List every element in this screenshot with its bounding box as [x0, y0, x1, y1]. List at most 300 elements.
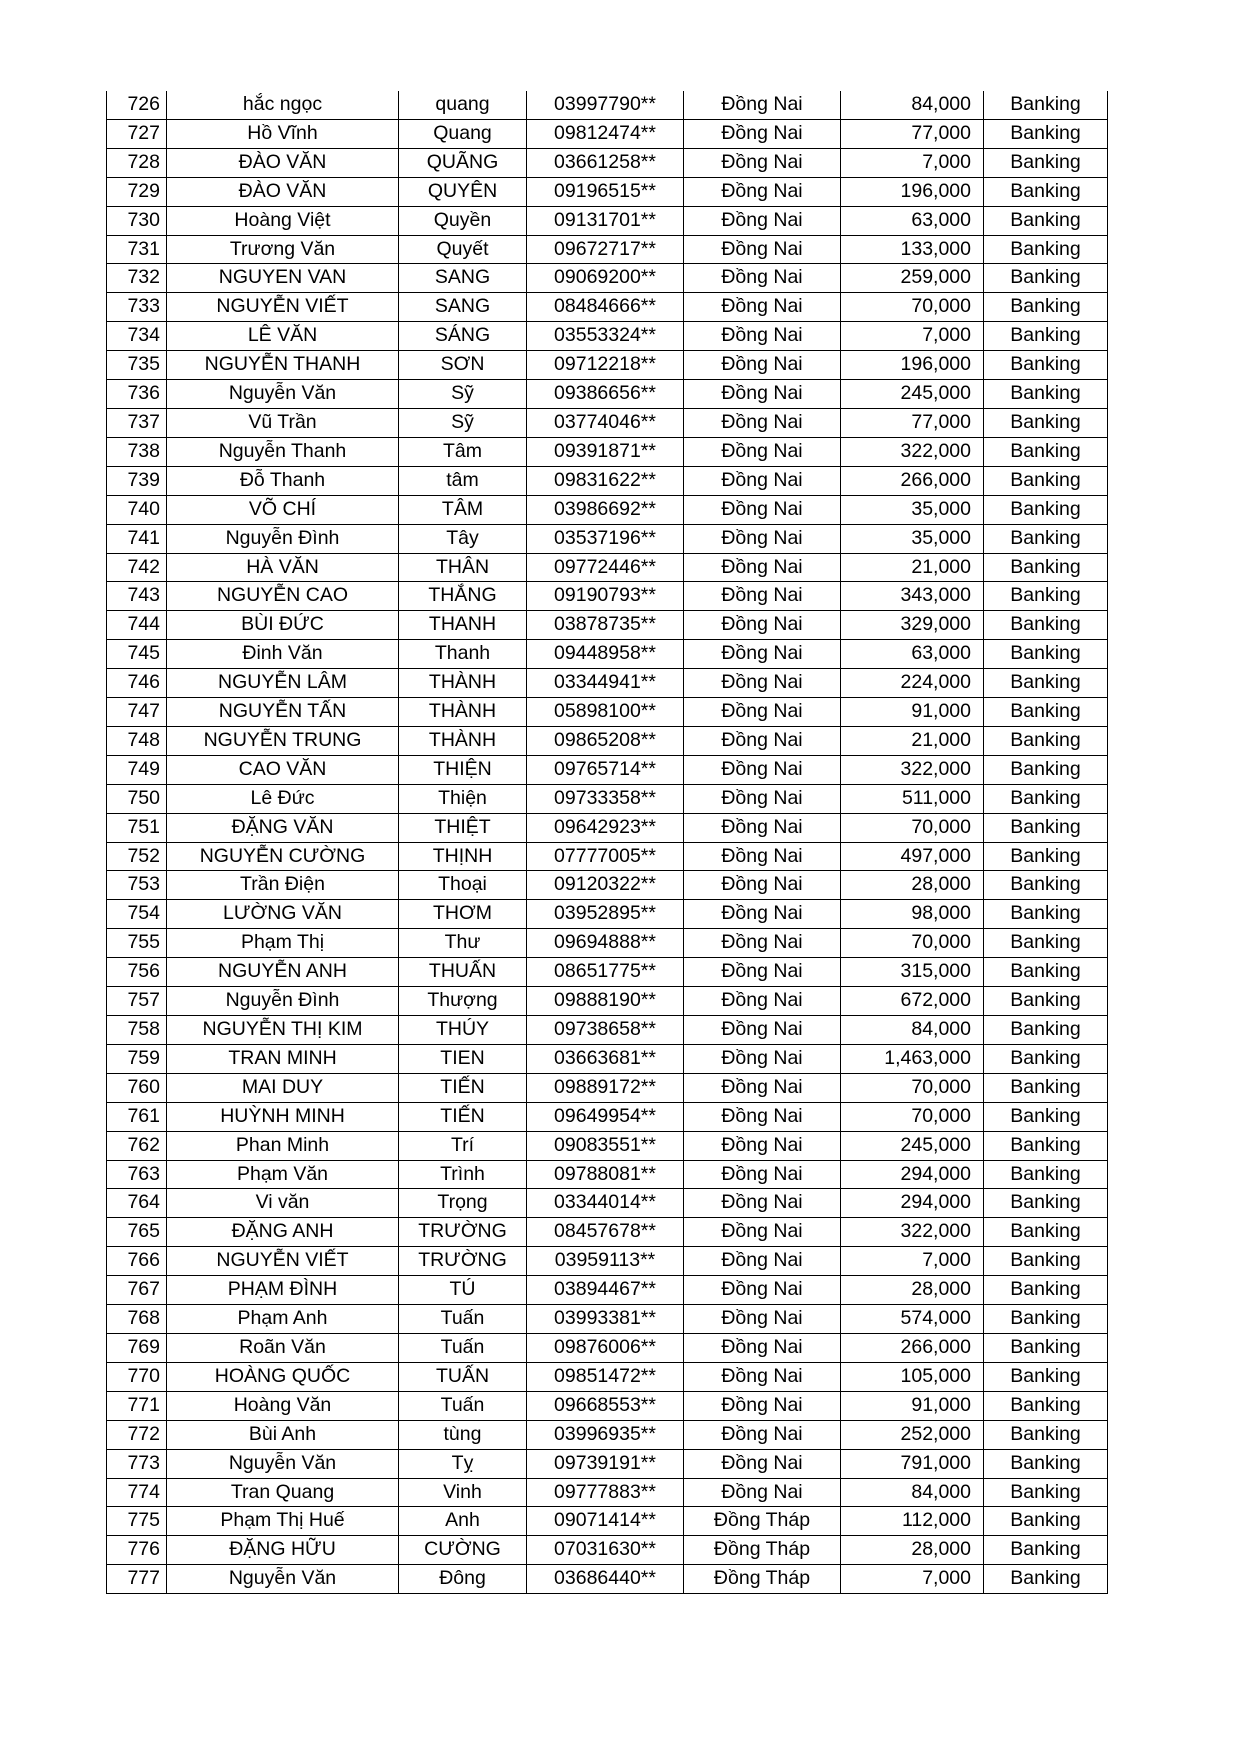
cell-given-name: Thư	[399, 929, 527, 958]
cell-province: Đồng Nai	[684, 669, 841, 698]
cell-given-name: Sỹ	[399, 380, 527, 409]
cell-given-name: Trình	[399, 1160, 527, 1189]
row-number: 745	[107, 640, 167, 669]
row-number: 735	[107, 351, 167, 380]
cell-surname: Phạm Anh	[167, 1305, 399, 1334]
cell-phone: 09083551**	[527, 1131, 684, 1160]
row-number: 747	[107, 698, 167, 727]
cell-province: Đồng Tháp	[684, 1565, 841, 1594]
row-number: 760	[107, 1073, 167, 1102]
row-number: 728	[107, 148, 167, 177]
cell-amount: 70,000	[841, 293, 984, 322]
table-row	[107, 1565, 1108, 1594]
cell-amount: 28,000	[841, 1536, 984, 1565]
table-row	[107, 640, 1108, 669]
row-number: 742	[107, 553, 167, 582]
cell-phone: 09649954**	[527, 1102, 684, 1131]
row-number: 744	[107, 611, 167, 640]
cell-phone: 03959113**	[527, 1247, 684, 1276]
cell-province: Đồng Nai	[684, 524, 841, 553]
cell-amount: 84,000	[841, 91, 984, 119]
cell-amount: 259,000	[841, 264, 984, 293]
cell-method: Banking	[984, 293, 1108, 322]
cell-method: Banking	[984, 380, 1108, 409]
cell-province: Đồng Nai	[684, 1073, 841, 1102]
cell-amount: 329,000	[841, 611, 984, 640]
cell-surname: Hoàng Việt	[167, 206, 399, 235]
cell-given-name: THƠM	[399, 900, 527, 929]
cell-phone: 07777005**	[527, 842, 684, 871]
table-row	[107, 1131, 1108, 1160]
cell-method: Banking	[984, 466, 1108, 495]
cell-phone: 09889172**	[527, 1073, 684, 1102]
row-number: 752	[107, 842, 167, 871]
cell-given-name: Trọng	[399, 1189, 527, 1218]
cell-province: Đồng Nai	[684, 900, 841, 929]
cell-surname: NGUYỄN TẤN	[167, 698, 399, 727]
cell-amount: 343,000	[841, 582, 984, 611]
cell-phone: 09672717**	[527, 235, 684, 264]
cell-province: Đồng Nai	[684, 784, 841, 813]
cell-amount: 322,000	[841, 1218, 984, 1247]
cell-surname: NGUYỄN LÂM	[167, 669, 399, 698]
cell-province: Đồng Nai	[684, 553, 841, 582]
cell-province: Đồng Nai	[684, 871, 841, 900]
cell-method: Banking	[984, 1478, 1108, 1507]
cell-given-name: TRƯỜNG	[399, 1218, 527, 1247]
row-number: 777	[107, 1565, 167, 1594]
cell-surname: BÙI ĐỨC	[167, 611, 399, 640]
row-number: 729	[107, 177, 167, 206]
cell-given-name: Quyết	[399, 235, 527, 264]
cell-given-name: THÀNH	[399, 698, 527, 727]
cell-province: Đồng Nai	[684, 351, 841, 380]
cell-amount: 28,000	[841, 1276, 984, 1305]
cell-province: Đồng Nai	[684, 1218, 841, 1247]
cell-province: Đồng Nai	[684, 264, 841, 293]
row-number: 761	[107, 1102, 167, 1131]
data-table	[106, 91, 1108, 1594]
table-row	[107, 813, 1108, 842]
cell-amount: 672,000	[841, 987, 984, 1016]
cell-surname: HUỲNH MINH	[167, 1102, 399, 1131]
row-number: 737	[107, 408, 167, 437]
cell-amount: 70,000	[841, 1102, 984, 1131]
cell-given-name: Tuấn	[399, 1305, 527, 1334]
cell-surname: NGUYỄN THANH	[167, 351, 399, 380]
row-number: 772	[107, 1420, 167, 1449]
table-row	[107, 408, 1108, 437]
cell-province: Đồng Nai	[684, 495, 841, 524]
cell-method: Banking	[984, 322, 1108, 351]
row-number: 751	[107, 813, 167, 842]
cell-method: Banking	[984, 351, 1108, 380]
cell-phone: 08484666**	[527, 293, 684, 322]
cell-amount: 294,000	[841, 1160, 984, 1189]
cell-phone: 03344014**	[527, 1189, 684, 1218]
cell-method: Banking	[984, 1102, 1108, 1131]
cell-given-name: Thiện	[399, 784, 527, 813]
cell-given-name: SANG	[399, 264, 527, 293]
cell-phone: 09772446**	[527, 553, 684, 582]
cell-amount: 70,000	[841, 929, 984, 958]
cell-surname: ĐẶNG VĂN	[167, 813, 399, 842]
cell-province: Đồng Nai	[684, 1131, 841, 1160]
cell-surname: NGUYỄN CƯỜNG	[167, 842, 399, 871]
cell-amount: 224,000	[841, 669, 984, 698]
cell-province: Đồng Nai	[684, 408, 841, 437]
cell-amount: 105,000	[841, 1362, 984, 1391]
cell-given-name: Đông	[399, 1565, 527, 1594]
cell-amount: 511,000	[841, 784, 984, 813]
row-number: 746	[107, 669, 167, 698]
cell-given-name: Anh	[399, 1507, 527, 1536]
cell-province: Đồng Nai	[684, 1391, 841, 1420]
row-number: 766	[107, 1247, 167, 1276]
row-number: 756	[107, 958, 167, 987]
cell-phone: 09865208**	[527, 726, 684, 755]
cell-phone: 03344941**	[527, 669, 684, 698]
table-row	[107, 380, 1108, 409]
cell-given-name: QUÃNG	[399, 148, 527, 177]
row-number: 774	[107, 1478, 167, 1507]
cell-phone: 03537196**	[527, 524, 684, 553]
cell-province: Đồng Nai	[684, 1102, 841, 1131]
table-row	[107, 726, 1108, 755]
cell-given-name: THUẤN	[399, 958, 527, 987]
table-row	[107, 1362, 1108, 1391]
table-row	[107, 437, 1108, 466]
cell-phone: 09777883**	[527, 1478, 684, 1507]
table-row	[107, 1016, 1108, 1045]
cell-surname: NGUYỄN TRUNG	[167, 726, 399, 755]
cell-province: Đồng Nai	[684, 813, 841, 842]
cell-surname: Nguyễn Văn	[167, 380, 399, 409]
row-number: 726	[107, 91, 167, 119]
table-row	[107, 177, 1108, 206]
cell-amount: 7,000	[841, 322, 984, 351]
row-number: 757	[107, 987, 167, 1016]
row-number: 776	[107, 1536, 167, 1565]
table-row	[107, 553, 1108, 582]
cell-province: Đồng Nai	[684, 1449, 841, 1478]
cell-given-name: Sỹ	[399, 408, 527, 437]
cell-method: Banking	[984, 148, 1108, 177]
cell-method: Banking	[984, 900, 1108, 929]
cell-surname: Phạm Thị Huế	[167, 1507, 399, 1536]
cell-amount: 266,000	[841, 466, 984, 495]
cell-method: Banking	[984, 1507, 1108, 1536]
cell-given-name: quang	[399, 91, 527, 119]
table-row	[107, 1247, 1108, 1276]
cell-given-name: QUYÊN	[399, 177, 527, 206]
row-number: 770	[107, 1362, 167, 1391]
cell-phone: 03996935**	[527, 1420, 684, 1449]
row-number: 764	[107, 1189, 167, 1218]
cell-province: Đồng Nai	[684, 1276, 841, 1305]
row-number: 748	[107, 726, 167, 755]
cell-method: Banking	[984, 1044, 1108, 1073]
cell-amount: 63,000	[841, 206, 984, 235]
cell-method: Banking	[984, 1189, 1108, 1218]
table-row	[107, 987, 1108, 1016]
cell-province: Đồng Nai	[684, 91, 841, 119]
cell-surname: NGUYỄN VIẾT	[167, 1247, 399, 1276]
cell-province: Đồng Nai	[684, 1333, 841, 1362]
cell-phone: 09694888**	[527, 929, 684, 958]
cell-given-name: Thượng	[399, 987, 527, 1016]
table-row	[107, 1276, 1108, 1305]
cell-surname: CAO VĂN	[167, 755, 399, 784]
cell-amount: 70,000	[841, 813, 984, 842]
cell-amount: 91,000	[841, 1391, 984, 1420]
cell-phone: 09190793**	[527, 582, 684, 611]
cell-method: Banking	[984, 1305, 1108, 1334]
cell-amount: 245,000	[841, 380, 984, 409]
cell-phone: 09733358**	[527, 784, 684, 813]
cell-phone: 09888190**	[527, 987, 684, 1016]
table-row	[107, 582, 1108, 611]
cell-amount: 196,000	[841, 351, 984, 380]
cell-surname: Lê Đức	[167, 784, 399, 813]
cell-given-name: Tuấn	[399, 1391, 527, 1420]
table-row	[107, 148, 1108, 177]
cell-given-name: THANH	[399, 611, 527, 640]
row-number: 734	[107, 322, 167, 351]
cell-given-name: SÁNG	[399, 322, 527, 351]
cell-surname: NGUYỄN ANH	[167, 958, 399, 987]
cell-given-name: TUẤN	[399, 1362, 527, 1391]
cell-province: Đồng Nai	[684, 698, 841, 727]
cell-surname: Hồ Vĩnh	[167, 119, 399, 148]
table-row	[107, 293, 1108, 322]
cell-given-name: Tỵ	[399, 1449, 527, 1478]
cell-method: Banking	[984, 206, 1108, 235]
cell-province: Đồng Nai	[684, 1016, 841, 1045]
row-number: 738	[107, 437, 167, 466]
row-number: 758	[107, 1016, 167, 1045]
cell-surname: HÀ VĂN	[167, 553, 399, 582]
cell-method: Banking	[984, 177, 1108, 206]
cell-phone: 09668553**	[527, 1391, 684, 1420]
cell-phone: 09120322**	[527, 871, 684, 900]
cell-amount: 497,000	[841, 842, 984, 871]
cell-surname: ĐẶNG HỮU	[167, 1536, 399, 1565]
cell-surname: NGUYỄN THỊ KIM	[167, 1016, 399, 1045]
cell-surname: MAI DUY	[167, 1073, 399, 1102]
cell-given-name: Vinh	[399, 1478, 527, 1507]
cell-surname: Nguyễn Đình	[167, 524, 399, 553]
cell-phone: 09876006**	[527, 1333, 684, 1362]
cell-province: Đồng Nai	[684, 1478, 841, 1507]
cell-surname: Phan Minh	[167, 1131, 399, 1160]
cell-given-name: CƯỜNG	[399, 1536, 527, 1565]
row-number: 733	[107, 293, 167, 322]
cell-amount: 245,000	[841, 1131, 984, 1160]
cell-given-name: THÀNH	[399, 726, 527, 755]
cell-method: Banking	[984, 1073, 1108, 1102]
table-row	[107, 1218, 1108, 1247]
table-row	[107, 1333, 1108, 1362]
cell-amount: 252,000	[841, 1420, 984, 1449]
cell-given-name: Tây	[399, 524, 527, 553]
cell-method: Banking	[984, 495, 1108, 524]
cell-phone: 03878735**	[527, 611, 684, 640]
cell-province: Đồng Nai	[684, 640, 841, 669]
table-body	[107, 91, 1108, 1594]
cell-amount: 1,463,000	[841, 1044, 984, 1073]
cell-method: Banking	[984, 1276, 1108, 1305]
cell-amount: 63,000	[841, 640, 984, 669]
cell-phone: 09131701**	[527, 206, 684, 235]
row-number: 740	[107, 495, 167, 524]
cell-amount: 21,000	[841, 553, 984, 582]
cell-phone: 03661258**	[527, 148, 684, 177]
cell-given-name: TÂM	[399, 495, 527, 524]
cell-method: Banking	[984, 91, 1108, 119]
cell-amount: 98,000	[841, 900, 984, 929]
cell-amount: 791,000	[841, 1449, 984, 1478]
cell-province: Đồng Nai	[684, 1305, 841, 1334]
cell-phone: 05898100**	[527, 698, 684, 727]
cell-amount: 77,000	[841, 408, 984, 437]
cell-province: Đồng Nai	[684, 206, 841, 235]
cell-surname: Đinh Văn	[167, 640, 399, 669]
row-number: 739	[107, 466, 167, 495]
cell-surname: Hoàng Văn	[167, 1391, 399, 1420]
cell-phone: 09071414**	[527, 1507, 684, 1536]
cell-phone: 09765714**	[527, 755, 684, 784]
cell-method: Banking	[984, 437, 1108, 466]
cell-amount: 315,000	[841, 958, 984, 987]
row-number: 771	[107, 1391, 167, 1420]
table-row	[107, 871, 1108, 900]
cell-phone: 03986692**	[527, 495, 684, 524]
cell-province: Đồng Nai	[684, 958, 841, 987]
cell-method: Banking	[984, 640, 1108, 669]
cell-province: Đồng Nai	[684, 842, 841, 871]
cell-surname: Roãn Văn	[167, 1333, 399, 1362]
row-number: 763	[107, 1160, 167, 1189]
cell-given-name: THÚY	[399, 1016, 527, 1045]
cell-amount: 7,000	[841, 1247, 984, 1276]
cell-given-name: THẮNG	[399, 582, 527, 611]
cell-province: Đồng Nai	[684, 987, 841, 1016]
cell-surname: NGUYỄN CAO	[167, 582, 399, 611]
cell-given-name: Trí	[399, 1131, 527, 1160]
cell-surname: NGUYỄN VIẾT	[167, 293, 399, 322]
table-row	[107, 1536, 1108, 1565]
cell-phone: 03553324**	[527, 322, 684, 351]
cell-phone: 03686440**	[527, 1565, 684, 1594]
cell-province: Đồng Nai	[684, 1362, 841, 1391]
cell-method: Banking	[984, 958, 1108, 987]
cell-given-name: TIẾN	[399, 1102, 527, 1131]
cell-amount: 7,000	[841, 148, 984, 177]
cell-method: Banking	[984, 1160, 1108, 1189]
cell-phone: 07031630**	[527, 1536, 684, 1565]
table-row	[107, 264, 1108, 293]
table-row	[107, 1391, 1108, 1420]
table-row	[107, 206, 1108, 235]
table-row	[107, 91, 1108, 119]
cell-surname: HOÀNG QUỐC	[167, 1362, 399, 1391]
table-row	[107, 1160, 1108, 1189]
cell-phone: 09788081**	[527, 1160, 684, 1189]
cell-amount: 28,000	[841, 871, 984, 900]
cell-amount: 322,000	[841, 437, 984, 466]
cell-province: Đồng Nai	[684, 235, 841, 264]
cell-province: Đồng Nai	[684, 1189, 841, 1218]
table-row	[107, 900, 1108, 929]
cell-phone: 03663681**	[527, 1044, 684, 1073]
table-row	[107, 1420, 1108, 1449]
cell-province: Đồng Nai	[684, 582, 841, 611]
row-number: 767	[107, 1276, 167, 1305]
cell-method: Banking	[984, 1218, 1108, 1247]
cell-province: Đồng Nai	[684, 1044, 841, 1073]
cell-surname: TRAN MINH	[167, 1044, 399, 1073]
row-number: 759	[107, 1044, 167, 1073]
cell-method: Banking	[984, 264, 1108, 293]
table-row	[107, 524, 1108, 553]
cell-amount: 196,000	[841, 177, 984, 206]
cell-amount: 322,000	[841, 755, 984, 784]
cell-given-name: TRƯỜNG	[399, 1247, 527, 1276]
table-row	[107, 929, 1108, 958]
cell-method: Banking	[984, 871, 1108, 900]
cell-surname: Vi văn	[167, 1189, 399, 1218]
cell-phone: 09812474**	[527, 119, 684, 148]
row-number: 750	[107, 784, 167, 813]
table-row	[107, 235, 1108, 264]
cell-method: Banking	[984, 1565, 1108, 1594]
cell-phone: 08651775**	[527, 958, 684, 987]
cell-given-name: TIẾN	[399, 1073, 527, 1102]
cell-surname: ĐÀO VĂN	[167, 177, 399, 206]
cell-method: Banking	[984, 524, 1108, 553]
row-number: 727	[107, 119, 167, 148]
cell-phone: 09851472**	[527, 1362, 684, 1391]
table-row	[107, 1189, 1108, 1218]
cell-method: Banking	[984, 408, 1108, 437]
cell-province: Đồng Nai	[684, 380, 841, 409]
cell-surname: Phạm Văn	[167, 1160, 399, 1189]
cell-surname: Nguyễn Văn	[167, 1565, 399, 1594]
cell-method: Banking	[984, 235, 1108, 264]
table-row	[107, 958, 1108, 987]
cell-province: Đồng Nai	[684, 726, 841, 755]
cell-province: Đồng Nai	[684, 119, 841, 148]
row-number: 762	[107, 1131, 167, 1160]
cell-given-name: Tuấn	[399, 1333, 527, 1362]
cell-surname: Trần Điện	[167, 871, 399, 900]
cell-method: Banking	[984, 1536, 1108, 1565]
cell-phone: 09738658**	[527, 1016, 684, 1045]
row-number: 732	[107, 264, 167, 293]
cell-surname: Phạm Thị	[167, 929, 399, 958]
table-row	[107, 611, 1108, 640]
cell-method: Banking	[984, 582, 1108, 611]
cell-given-name: Tâm	[399, 437, 527, 466]
table-row	[107, 755, 1108, 784]
cell-amount: 35,000	[841, 524, 984, 553]
table-row	[107, 495, 1108, 524]
cell-surname: hắc ngọc	[167, 91, 399, 119]
table-row	[107, 466, 1108, 495]
cell-method: Banking	[984, 611, 1108, 640]
cell-province: Đồng Nai	[684, 466, 841, 495]
